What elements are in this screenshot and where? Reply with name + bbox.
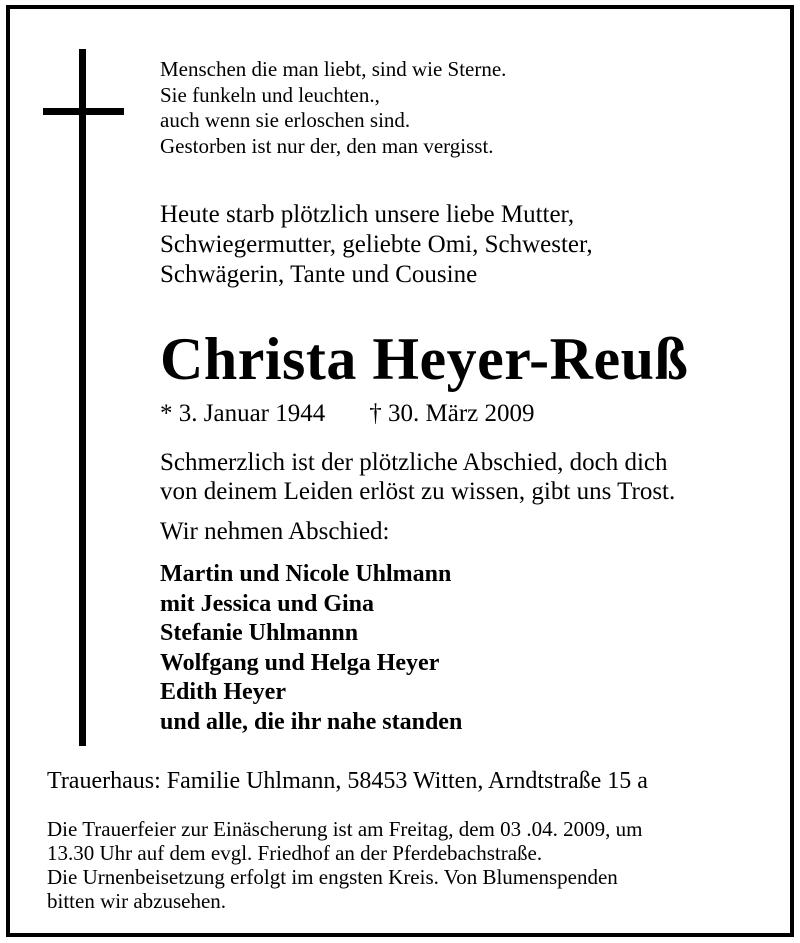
poem-line: Gestorben ist nur der, den man vergisst. — [160, 133, 494, 158]
farewell-line: von deinem Leiden erlöst zu wissen, gibt uns Trost. — [160, 478, 676, 505]
death-date: † 30. März 2009 — [369, 400, 535, 427]
mourner-entry: und alle, die ihr nahe standen — [160, 708, 463, 735]
ceremony-line: Die Urnenbeisetzung erfolgt im engsten Kreis. Von Blumenspenden — [47, 865, 618, 889]
poem — [160, 57, 506, 159]
cross-icon — [79, 49, 86, 746]
cross-icon-bar — [43, 108, 124, 115]
mourner-entry: Martin und Nicole Uhlmann — [160, 561, 452, 587]
farewell-line: Schmerzlich ist der plötzliche Abschied, doch dich — [160, 449, 668, 476]
mourner-entry: Stefanie Uhlmannn — [160, 620, 359, 646]
farewell-text — [160, 448, 675, 506]
mourners-list — [160, 560, 462, 737]
ceremony-line: Die Trauerfeier zur Einäscherung ist am Freitag, dem 03 .04. 2009, um — [47, 817, 643, 841]
mourning-house-address: Trauerhaus: Familie Uhlmann, 58453 Witten, Arndtstraße 15 a — [47, 768, 648, 794]
leave-taking-heading: Wir nehmen Abschied: — [160, 518, 390, 545]
poem-line: Sie funkeln und leuchten., — [160, 82, 380, 107]
announcement-line: Schwiegermutter, geliebte Omi, Schwester, — [160, 231, 593, 258]
mourner-entry: Wolfgang und Helga Heyer — [160, 649, 440, 676]
poem-line: auch wenn sie erloschen sind. — [160, 108, 411, 132]
ceremony-notice — [47, 817, 642, 913]
life-dates — [160, 399, 535, 429]
poem-line: Menschen die man liebt, sind wie Sterne. — [160, 57, 507, 81]
birth-date: * 3. Januar 1944 — [160, 400, 326, 427]
announcement-line: Schwägerin, Tante und Cousine — [160, 261, 478, 288]
mourner-entry: mit Jessica und Gina — [160, 590, 375, 617]
announcement-line: Heute starb plötzlich unsere liebe Mutter, — [160, 201, 575, 228]
announcement-text — [160, 200, 593, 290]
mourner-entry: Edith Heyer — [160, 679, 286, 705]
deceased-name: Christa Heyer-Reuß — [160, 326, 689, 392]
ceremony-line: 13.30 Uhr auf dem evgl. Friedhof an der Pferdebachstraße. — [47, 841, 543, 865]
ceremony-line: bitten wir abzusehen. — [47, 889, 227, 913]
